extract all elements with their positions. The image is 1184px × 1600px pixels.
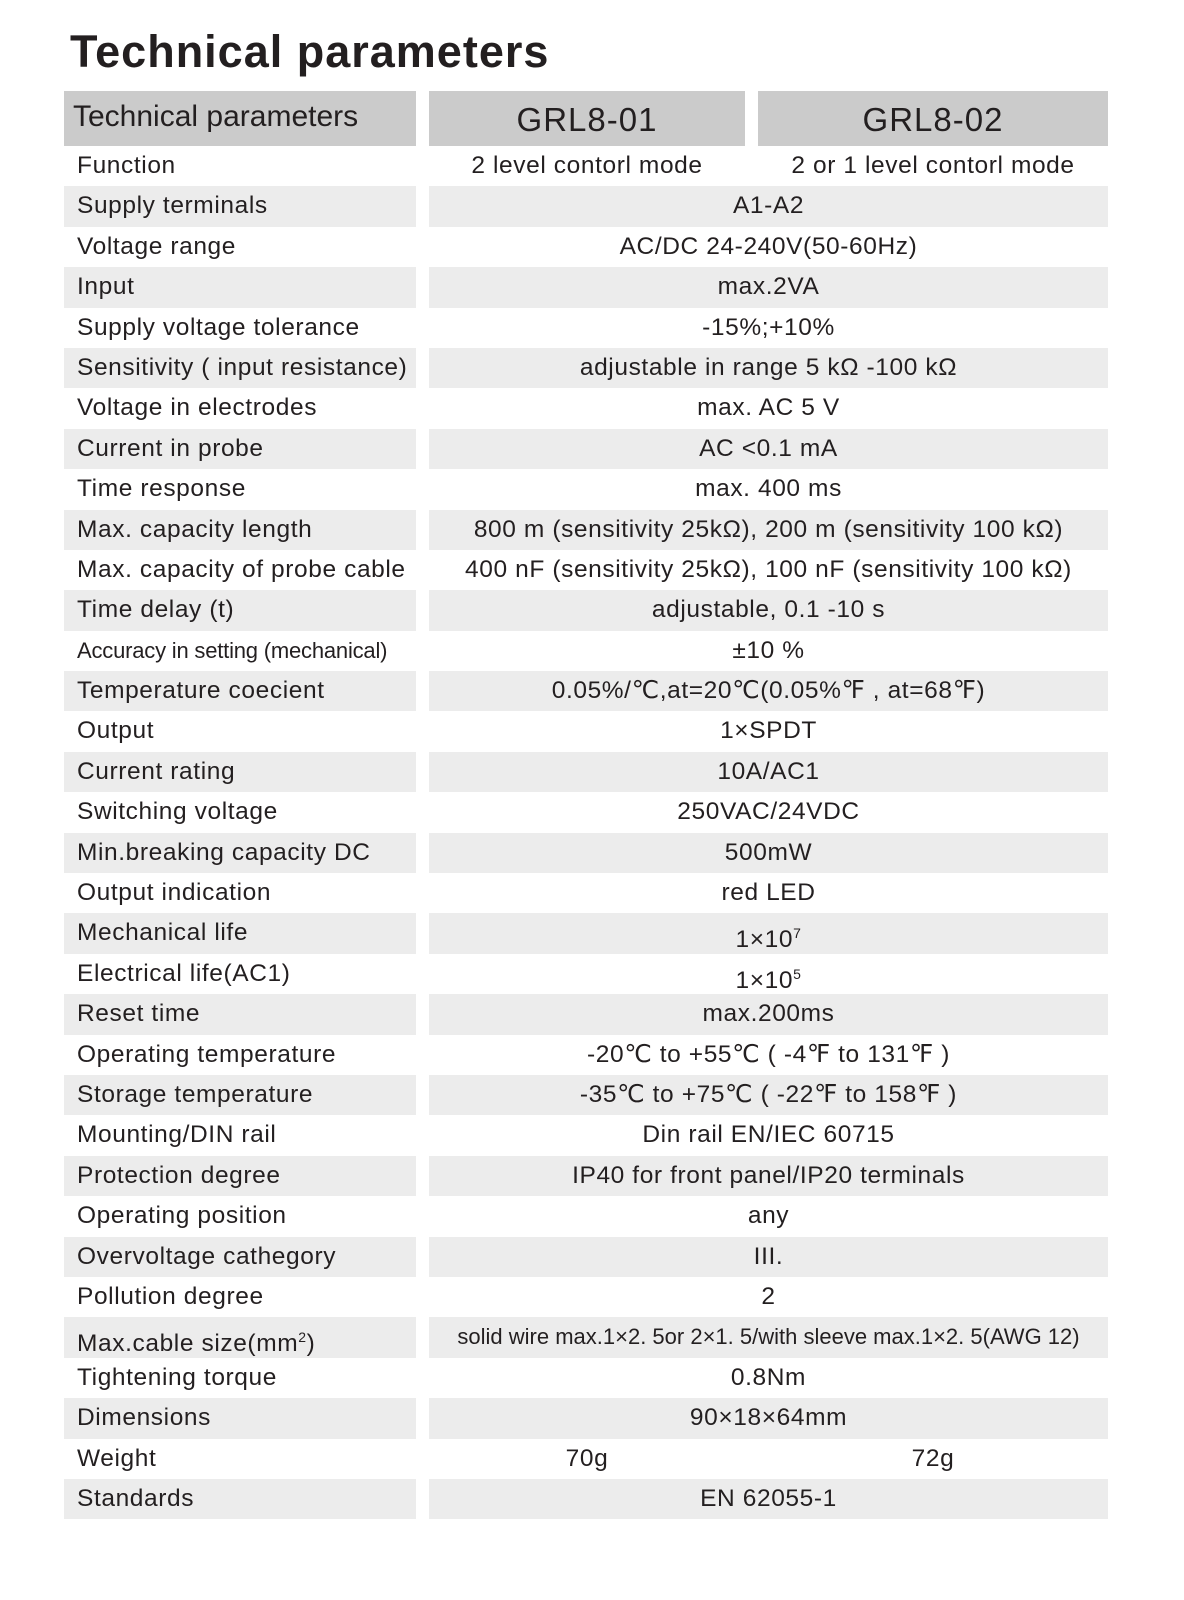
row-value-grl8-02: 2 or 1 level contorl mode — [791, 152, 1075, 179]
row-value: 0.05%/℃,at=20℃(0.05%℉ , at=68℉) — [429, 671, 1108, 711]
table-row — [64, 752, 1108, 792]
row-value: A1-A2 — [429, 186, 1108, 226]
row-value: AC/DC 24-240V(50-60Hz) — [619, 232, 918, 260]
row-label: Tightening torque — [77, 1363, 277, 1391]
row-value: EN 62055-1 — [429, 1479, 1108, 1519]
row-label: Max.cable $size(mm^2)$ — [64, 1317, 416, 1357]
row-value: 2 — [761, 1282, 776, 1310]
table-row — [64, 671, 1108, 711]
row-label: Dimensions — [64, 1398, 416, 1438]
row-value: max. AC 5 V — [697, 394, 840, 422]
table-row — [64, 1358, 1108, 1398]
row-label: Storage temperature — [64, 1075, 416, 1115]
row-label: Current rating — [64, 752, 416, 792]
row-label: Pollution degree — [77, 1282, 264, 1310]
table-row — [64, 954, 1108, 994]
table-row — [64, 1479, 1108, 1519]
row-label: Output indication — [77, 879, 272, 907]
table-row — [64, 267, 1108, 307]
row-label: Weight — [77, 1444, 157, 1472]
row-value: adjustable, 0.1 -10 s — [429, 590, 1108, 630]
row-label: Function — [77, 152, 176, 179]
row-value: red LED — [721, 879, 816, 907]
table-row — [64, 913, 1108, 953]
row-label: Voltage in electrodes — [77, 394, 318, 422]
row-label: Mounting/DIN rail — [77, 1121, 277, 1149]
row-value: 1×SPDT — [720, 717, 817, 745]
table-row — [64, 1317, 1108, 1357]
row-value: $1\times 10^7$ — [429, 913, 1108, 953]
row-label: Temperature coecient — [64, 671, 416, 711]
table-row — [64, 1398, 1108, 1438]
table-header — [64, 91, 1108, 146]
row-label: Input — [64, 267, 416, 307]
table-row — [64, 711, 1108, 751]
row-label: Supply voltage tolerance — [77, 313, 360, 341]
row-value: solid wire max.1×2. 5or 2×1. 5/with sleeve max.1×2. 5(AWG 12) — [429, 1317, 1108, 1357]
row-value: any — [747, 1202, 790, 1230]
table-row — [64, 1196, 1108, 1236]
table-row — [64, 994, 1108, 1034]
row-value: 90×18×64mm — [429, 1398, 1108, 1438]
table-row — [64, 1075, 1108, 1115]
table-row — [64, 792, 1108, 832]
table-row — [64, 227, 1108, 267]
row-label: Current in probe — [64, 429, 416, 469]
table-row — [64, 510, 1108, 550]
row-label: Operating temperature — [77, 1040, 337, 1068]
table-row — [64, 1439, 1108, 1479]
row-value: -15%;+10% — [702, 313, 835, 341]
spec-table — [64, 91, 1108, 1519]
row-label: Protection degree — [64, 1156, 416, 1196]
row-value: 10A/AC1 — [429, 752, 1108, 792]
row-label: Voltage range — [77, 232, 237, 260]
table-row — [64, 1115, 1108, 1155]
row-label: Supply terminals — [64, 186, 416, 226]
table-row — [64, 348, 1108, 388]
row-value: 250VAC/24VDC — [677, 798, 860, 826]
row-label: Time delay (t) — [64, 590, 416, 630]
row-value: 400 nF (sensitivity 25kΩ), 100 nF (sensitivity 100 kΩ) — [465, 555, 1072, 583]
table-row — [64, 1035, 1108, 1075]
table-row — [64, 1237, 1108, 1277]
page-title: Technical parameters — [70, 26, 550, 77]
row-value: Din rail EN/IEC 60715 — [642, 1121, 895, 1149]
table-row — [64, 186, 1108, 226]
row-label: Sensitivity ( input resistance) — [64, 348, 416, 388]
table-row — [64, 631, 1108, 671]
row-value: -35℃ to +75℃ ( -22℉ to 158℉ ) — [429, 1075, 1108, 1115]
table-row — [64, 146, 1108, 186]
row-value: IP40 for front panel/IP20 terminals — [429, 1156, 1108, 1196]
table-row — [64, 1277, 1108, 1317]
header-grl8-01: GRL8-01 — [429, 91, 745, 146]
row-value-grl8-02: 72g — [911, 1444, 955, 1472]
header-grl8-02: GRL8-02 — [758, 91, 1108, 146]
row-value: -20℃ to +55℃ ( -4℉ to 131℉ ) — [587, 1040, 950, 1068]
row-label: Max. capacity of probe cable — [77, 555, 406, 583]
table-row — [64, 873, 1108, 913]
row-label: Switching voltage — [77, 798, 278, 826]
row-value: $1\times 10^5$ — [735, 965, 802, 994]
table-row — [64, 1156, 1108, 1196]
row-label: Electrical life(AC1) — [77, 959, 291, 987]
row-value: III. — [429, 1237, 1108, 1277]
row-label: Accuracy in setting (mechanical) — [77, 637, 388, 663]
row-label: Standards — [64, 1479, 416, 1519]
row-value: 500mW — [429, 833, 1108, 873]
row-label: Reset time — [64, 994, 416, 1034]
row-value: max.200ms — [429, 994, 1108, 1034]
row-value: 0.8Nm — [730, 1363, 807, 1391]
table-row — [64, 833, 1108, 873]
row-label: Min.breaking capacity DC — [64, 833, 416, 873]
row-value: adjustable in range 5 kΩ -100 kΩ — [429, 348, 1108, 388]
header-parameter: Technical parameters — [64, 91, 416, 146]
row-label: Time response — [77, 475, 246, 503]
row-value: max.2VA — [429, 267, 1108, 307]
table-row — [64, 550, 1108, 590]
table-row — [64, 590, 1108, 630]
row-value: 800 m (sensitivity 25kΩ), 200 m (sensitivity 100 kΩ) — [429, 510, 1108, 550]
row-value: ±10 % — [732, 636, 805, 664]
row-value-grl8-01: 2 level contorl mode — [471, 152, 703, 179]
row-value-grl8-01: 70g — [565, 1444, 609, 1472]
row-label: Max. capacity length — [64, 510, 416, 550]
row-label: Mechanical life — [64, 913, 416, 953]
row-label: Output — [77, 717, 155, 745]
table-row — [64, 469, 1108, 509]
row-label: Operating position — [77, 1202, 287, 1230]
row-value: max. 400 ms — [695, 475, 842, 503]
table-row — [64, 388, 1108, 428]
row-value: AC <0.1 mA — [429, 429, 1108, 469]
table-row — [64, 429, 1108, 469]
table-row — [64, 308, 1108, 348]
row-label: Overvoltage cathegory — [64, 1237, 416, 1277]
